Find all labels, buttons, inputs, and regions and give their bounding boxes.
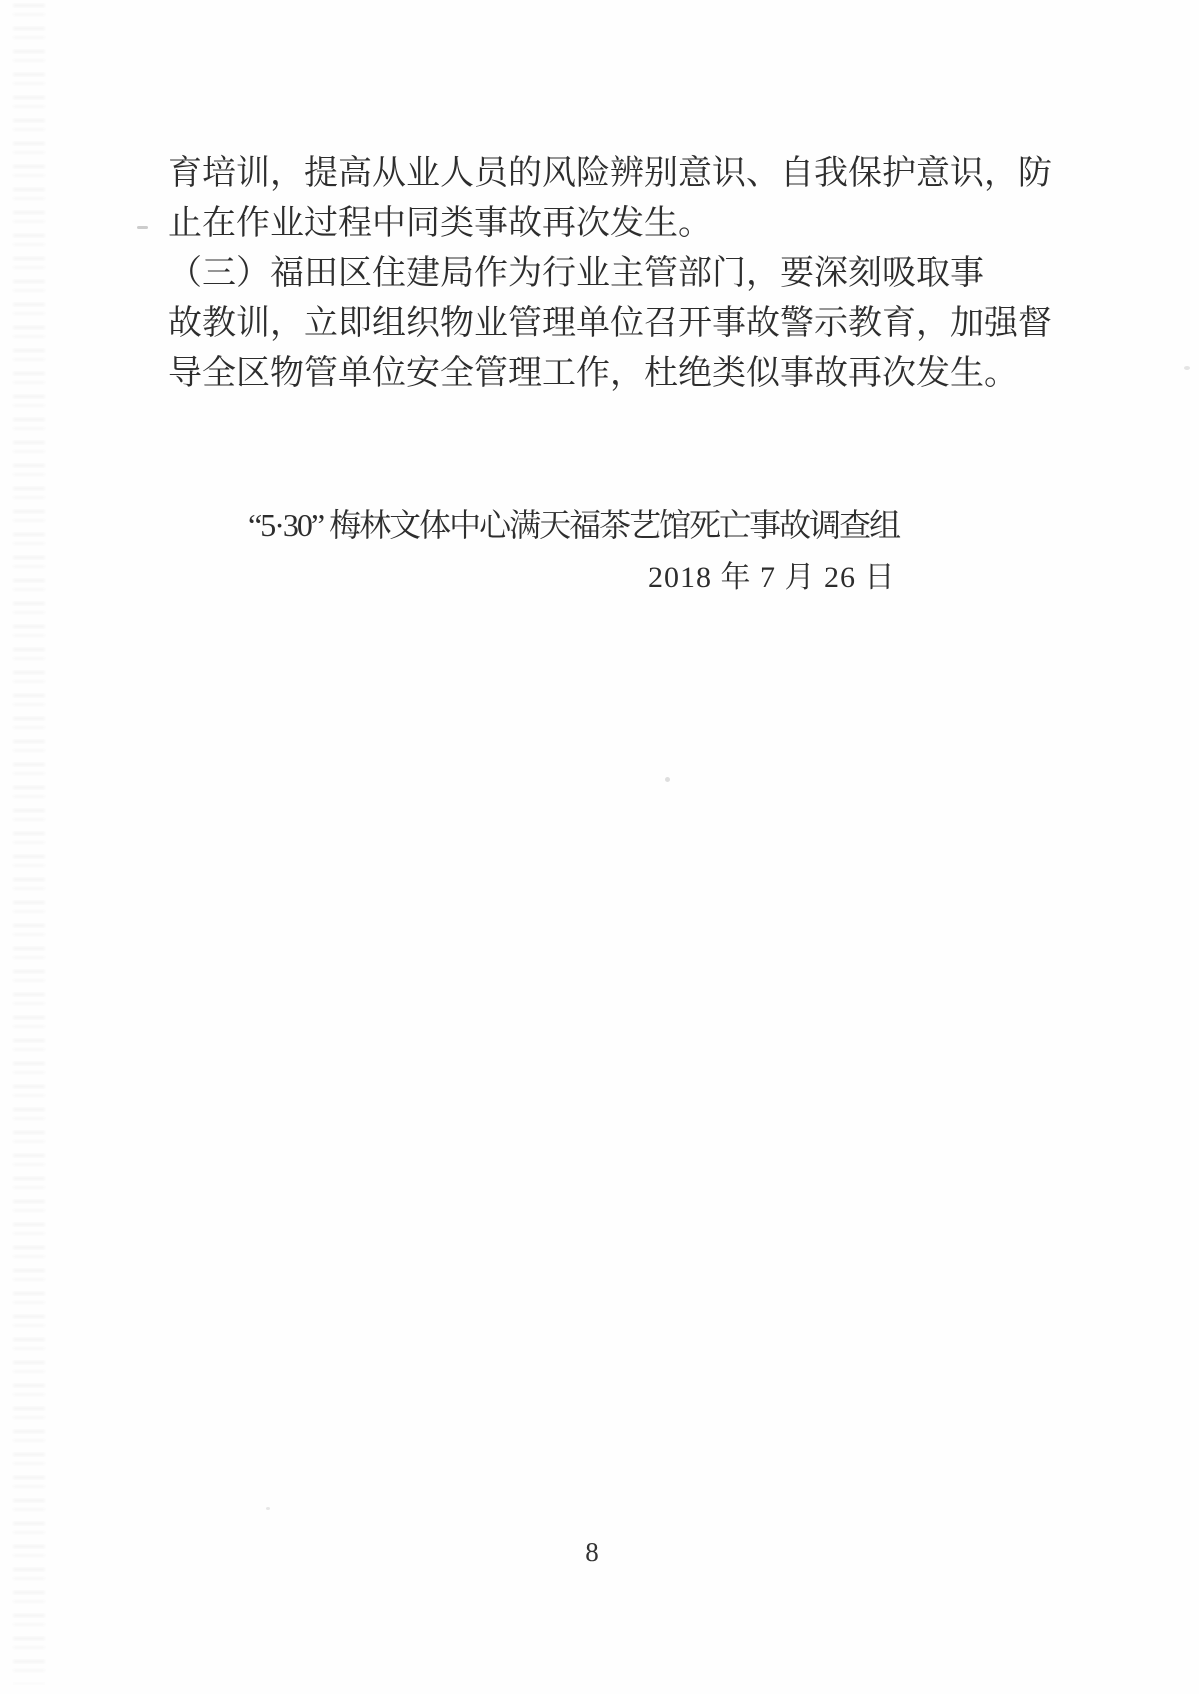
scan-artifact-speck <box>266 1507 270 1510</box>
body-line-3: （三）福田区住建局作为行业主管部门，要深刻吸取事 <box>168 255 984 292</box>
page-number: 8 <box>585 1537 599 1567</box>
scan-artifact-speck <box>665 777 670 782</box>
signature-line: “5·30” 梅林文体中心满天福茶艺馆死亡事故调查组 <box>248 507 900 543</box>
body-line-2: 止在作业过程中同类事故再次发生。 <box>168 205 712 242</box>
scan-artifact-dash <box>137 226 148 229</box>
date-line: 2018 年 7 月 26 日 <box>648 561 896 594</box>
scan-noise-left-edge <box>13 4 45 1684</box>
scan-artifact-speck <box>1184 366 1190 370</box>
body-line-1: 育培训，提高从业人员的风险辨别意识、自我保护意识，防 <box>168 155 1052 192</box>
document-body <box>168 149 1054 399</box>
body-line-5: 导全区物管单位安全管理工作，杜绝类似事故再次发生。 <box>168 355 1018 392</box>
body-line-4: 故教训，立即组织物业管理单位召开事故警示教育，加强督 <box>168 305 1052 342</box>
